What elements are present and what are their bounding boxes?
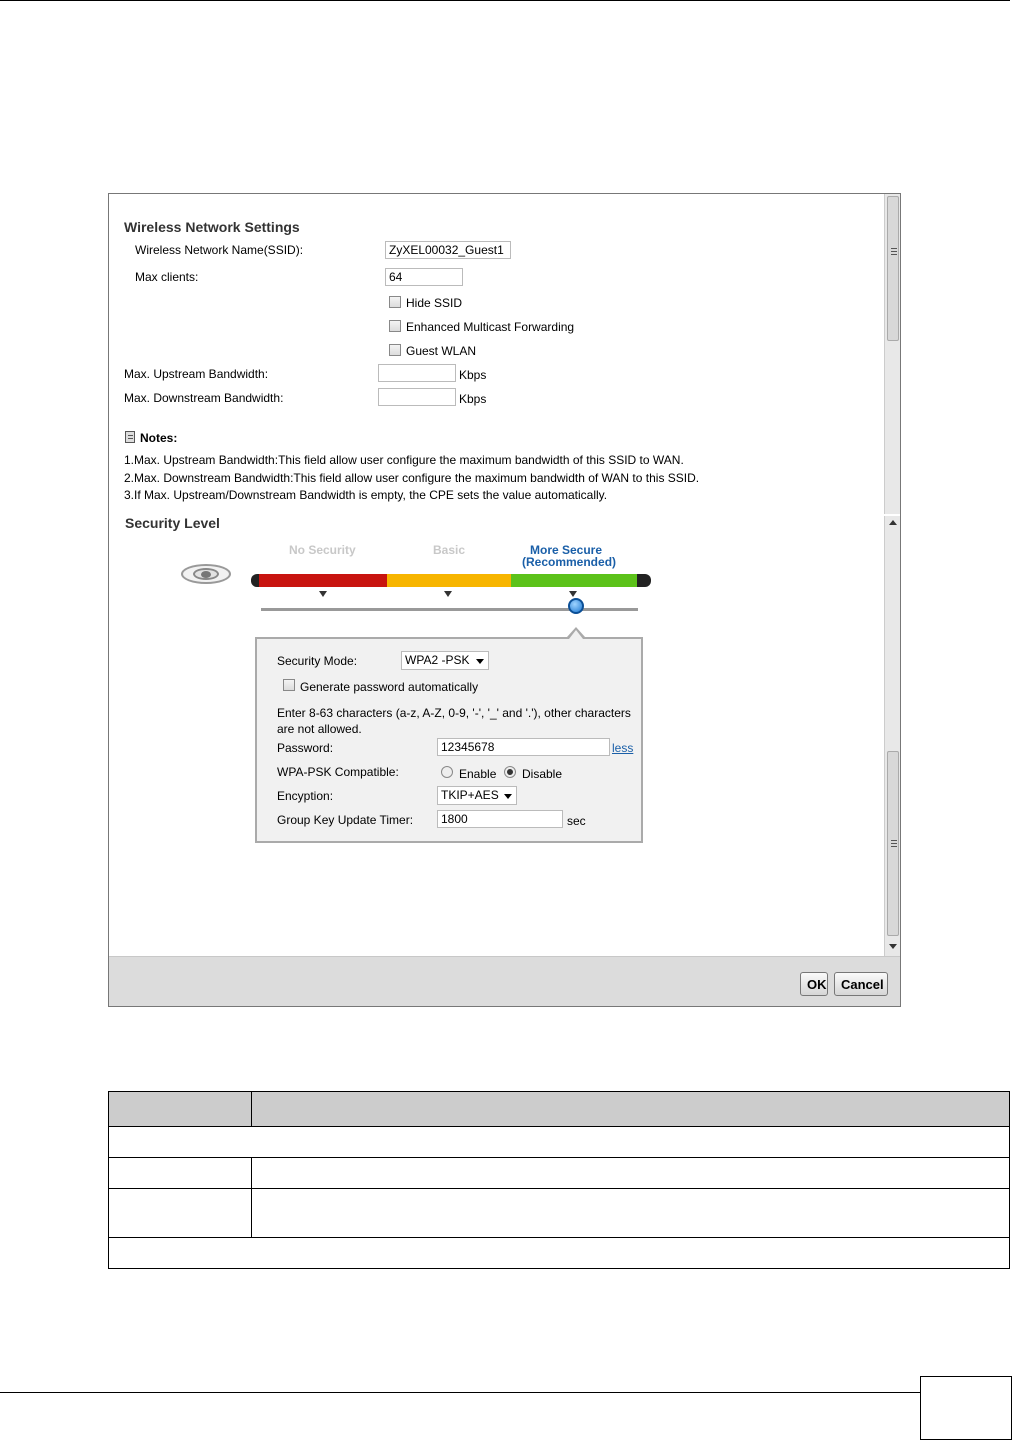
notes-line-2: 2.Max. Downstream Bandwidth:This field allow user configure the maximum bandwidth of WAN to this SSID. <box>124 471 700 485</box>
less-link[interactable]: less <box>612 741 634 755</box>
wireless-router-icon <box>181 562 233 588</box>
table-cell <box>252 1092 1010 1127</box>
multicast-checkbox[interactable] <box>389 320 401 332</box>
notes-line-3: 3.If Max. Upstream/Downstream Bandwidth is empty, the CPE sets the value automatically. <box>124 488 608 502</box>
upstream-label: Max. Upstream Bandwidth: <box>124 367 269 381</box>
level-basic[interactable]: Basic <box>433 543 466 557</box>
wireless-section-title: Wireless Network Settings <box>124 219 300 235</box>
table-row <box>109 1238 1010 1269</box>
table-header-row <box>109 1092 1010 1127</box>
level-recommended: (Recommended) <box>522 555 617 569</box>
encryption-select[interactable] <box>437 786 517 805</box>
level-marker-2 <box>444 591 452 597</box>
upstream-input[interactable] <box>378 364 456 382</box>
chevron-down-icon <box>476 659 484 664</box>
security-mode-label: Security Mode: <box>277 654 358 668</box>
table-row <box>109 1189 1010 1238</box>
security-bar-red <box>259 574 387 587</box>
table-cell <box>109 1127 1010 1158</box>
level-marker-1 <box>319 591 327 597</box>
cancel-button[interactable]: Cancel <box>834 972 888 996</box>
ok-button[interactable]: OK <box>800 972 828 996</box>
scroll-up-icon[interactable] <box>889 520 897 525</box>
notes-line-1: 1.Max. Upstream Bandwidth:This field allow user configure the maximum bandwidth of this SSID to WAN. <box>124 453 684 467</box>
table-cell <box>109 1238 1010 1269</box>
wireless-settings-window <box>108 193 901 1007</box>
description-table <box>108 1091 1010 1269</box>
password-label: Password: <box>277 741 334 755</box>
chevron-down-icon <box>504 794 512 799</box>
password-input[interactable] <box>437 738 610 756</box>
scroll-down-icon[interactable] <box>889 944 897 949</box>
page-footer-rule <box>0 1392 920 1393</box>
level-no-security[interactable]: No Security <box>289 543 356 557</box>
inner-scrollbar[interactable] <box>884 516 900 956</box>
security-bar-right-cap <box>637 574 651 587</box>
max-clients-input[interactable] <box>385 268 463 286</box>
outer-scrollbar[interactable] <box>884 194 900 514</box>
hide-ssid-label: Hide SSID <box>406 296 463 310</box>
compat-disable-radio[interactable] <box>504 766 516 778</box>
security-section-title: Security Level <box>125 515 220 531</box>
table-row <box>109 1127 1010 1158</box>
upstream-unit: Kbps <box>459 368 487 382</box>
timer-label: Group Key Update Timer: <box>277 813 414 827</box>
inner-scroll-thumb[interactable] <box>887 751 899 936</box>
table-cell <box>252 1189 1010 1238</box>
hide-ssid-checkbox[interactable] <box>389 296 401 308</box>
guest-wlan-checkbox[interactable] <box>389 344 401 356</box>
guest-wlan-label: Guest WLAN <box>406 344 477 358</box>
encryption-value: TKIP+AES <box>441 788 499 802</box>
security-slider-handle[interactable] <box>568 598 584 614</box>
compat-enable-label: Enable <box>459 767 497 781</box>
password-hint: Enter 8-63 characters (a-z, A-Z, 0-9, '-', '_' and '.'), other characters <box>277 706 631 720</box>
max-clients-label: Max clients: <box>135 270 199 284</box>
table-cell <box>252 1158 1010 1189</box>
level-more-secure[interactable]: More Secure <box>530 543 603 557</box>
password-hint-2: are not allowed. <box>277 722 362 736</box>
table-cell <box>109 1189 252 1238</box>
outer-scroll-thumb[interactable] <box>887 196 899 341</box>
compat-label: WPA-PSK Compatible: <box>277 765 399 779</box>
security-bar-orange <box>387 574 511 587</box>
ssid-label: Wireless Network Name(SSID): <box>135 243 304 257</box>
security-mode-value: WPA2 -PSK <box>405 653 470 667</box>
ssid-input[interactable] <box>385 241 511 259</box>
timer-input[interactable] <box>437 810 563 828</box>
security-mode-select[interactable] <box>401 651 489 670</box>
downstream-unit: Kbps <box>459 392 487 406</box>
security-bar-green <box>511 574 637 587</box>
table-row <box>109 1158 1010 1189</box>
page-header-rule <box>0 0 1010 1</box>
table-cell <box>109 1158 252 1189</box>
table-cell <box>109 1092 252 1127</box>
compat-disable-label: Disable <box>522 767 563 781</box>
generate-password-label: Generate password automatically <box>300 680 479 694</box>
encryption-label: Encyption: <box>277 789 334 803</box>
button-bar <box>109 956 900 1006</box>
compat-enable-radio[interactable] <box>441 766 453 778</box>
timer-unit: sec <box>567 814 586 828</box>
page-number-box <box>920 1376 1012 1440</box>
downstream-input[interactable] <box>378 388 456 406</box>
level-marker-3 <box>569 591 577 597</box>
notes-title: Notes: <box>140 431 178 445</box>
generate-password-checkbox[interactable] <box>283 679 295 691</box>
downstream-label: Max. Downstream Bandwidth: <box>124 391 284 405</box>
multicast-label: Enhanced Multicast Forwarding <box>406 320 575 334</box>
notes-icon <box>125 431 135 443</box>
